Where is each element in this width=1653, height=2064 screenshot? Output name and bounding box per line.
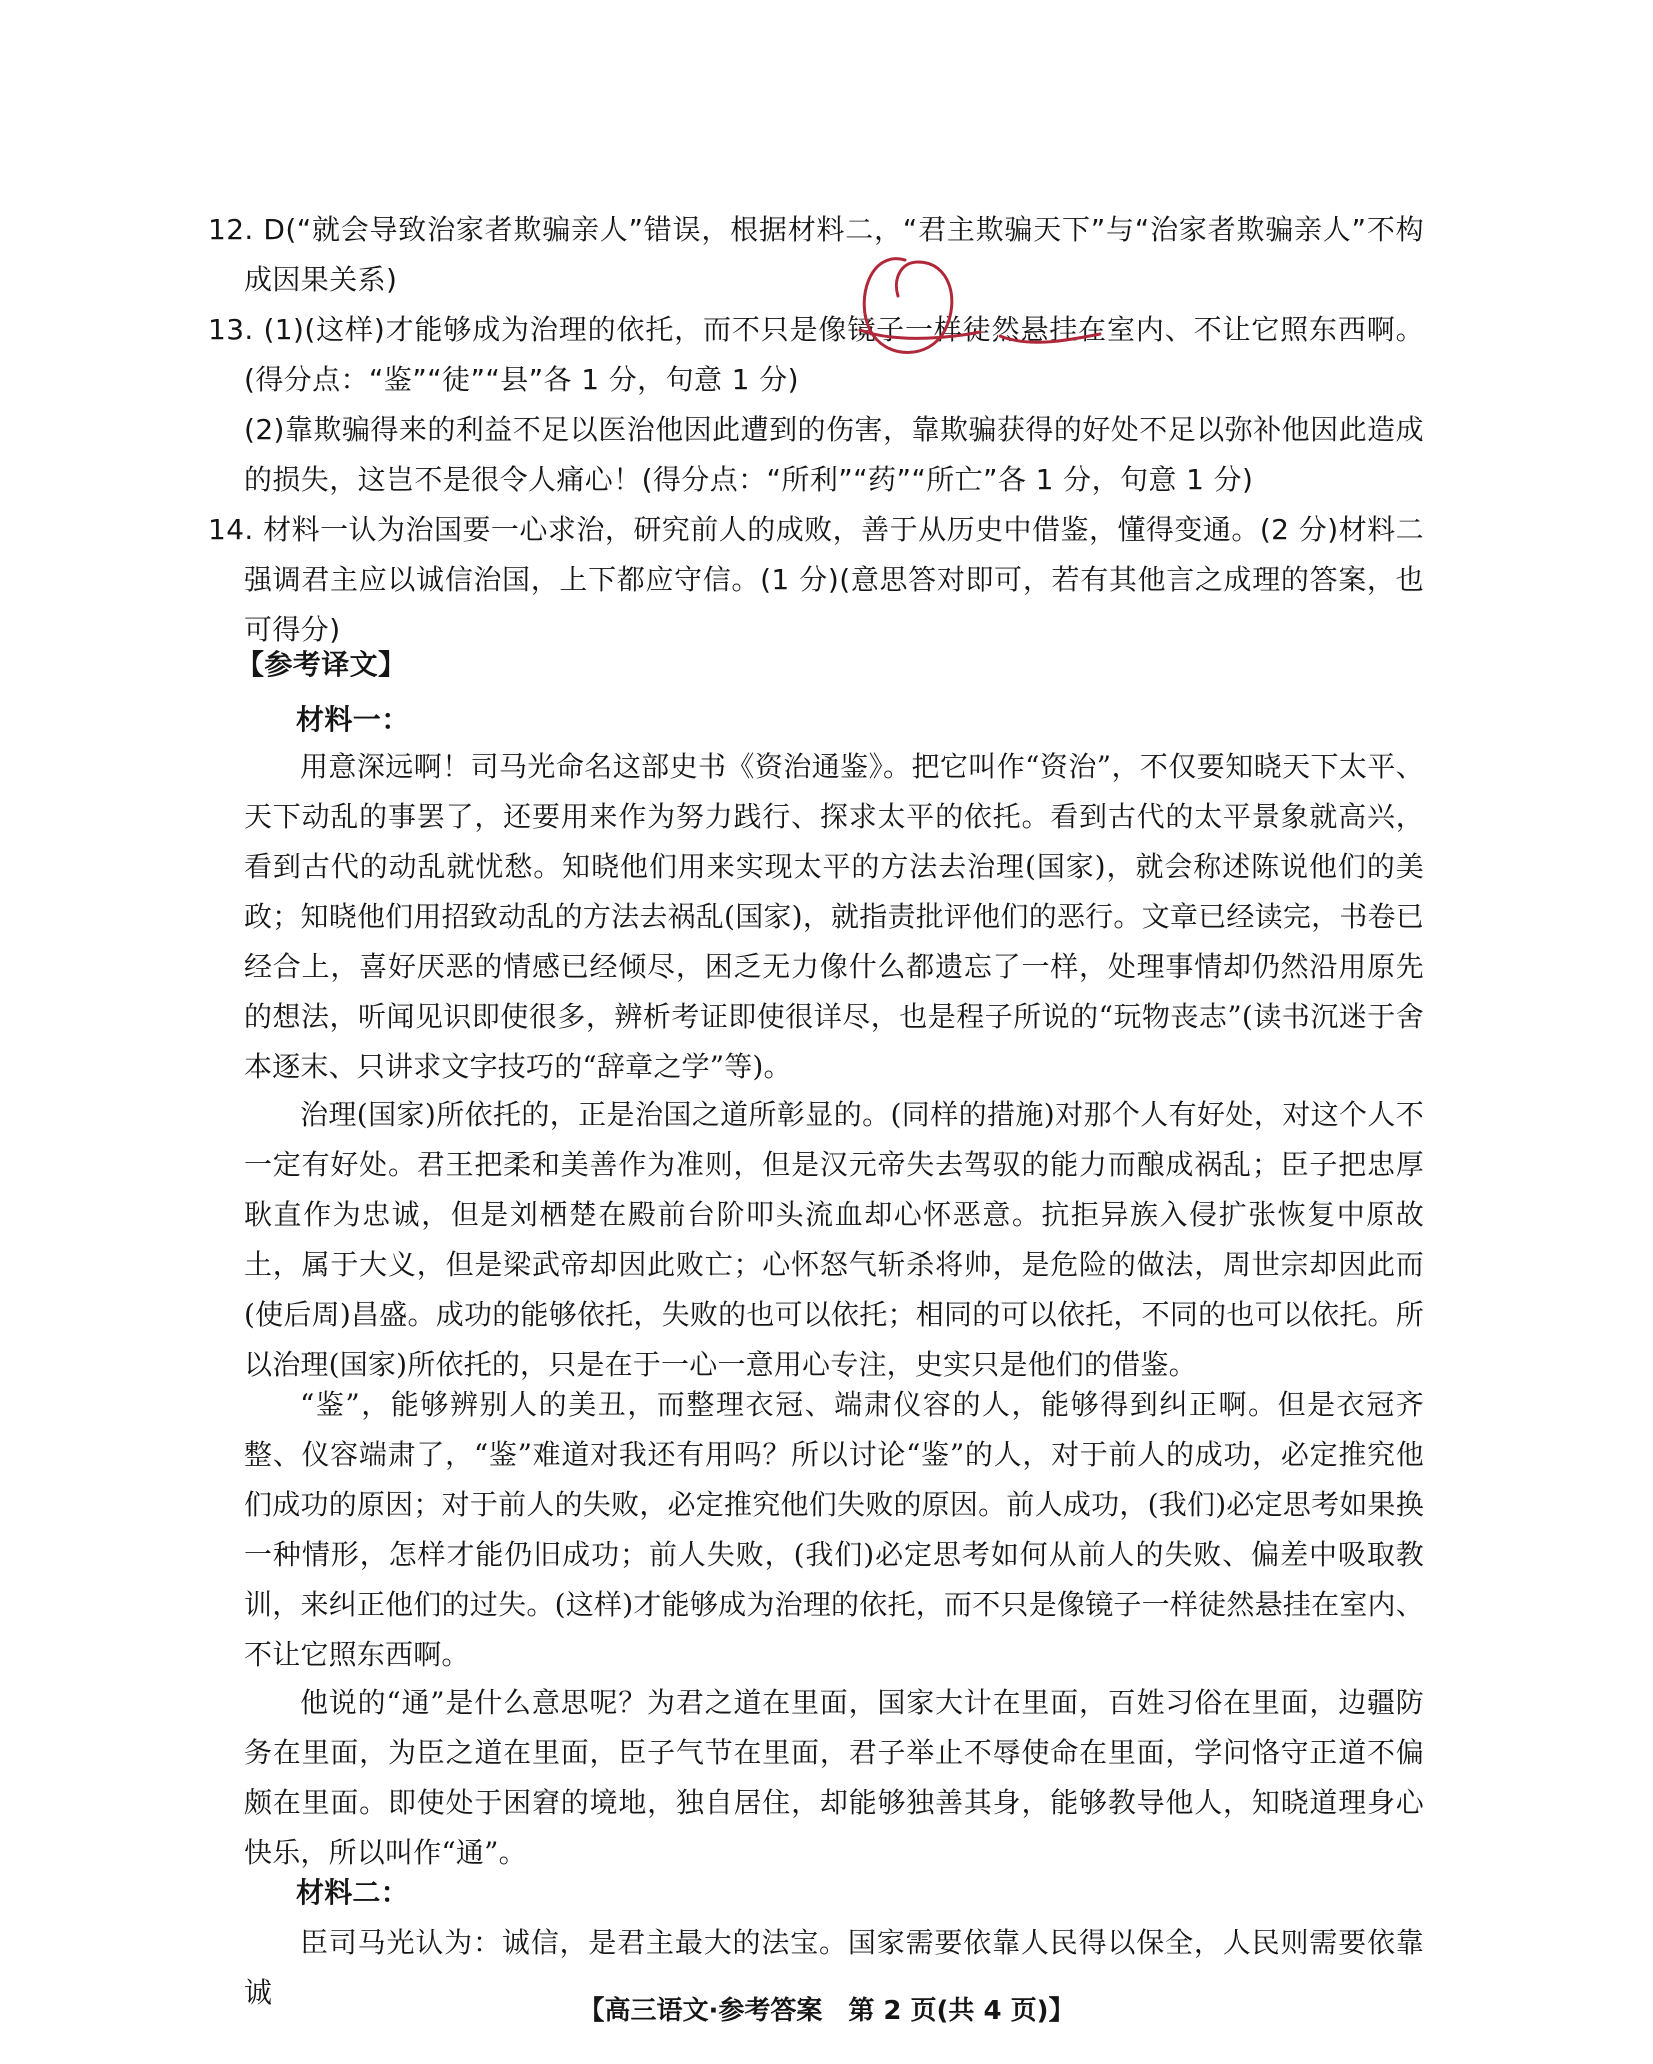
answer-12: 12. D(“就会导致治家者欺骗亲人”错误，根据材料二，“君主欺骗天下”与“治家者欺骗亲人”不构成因果关系)	[208, 213, 1424, 296]
material-1-paragraph-1: 用意深远啊！司马光命名这部史书《资治通鉴》。把它叫作“资治”，不仅要知晓天下太平、天下动乱的事罢了，还要用来作为努力践行、探求太平的依托。看到古代的太平景象就高兴，看到古代的动乱就忧愁。知晓他们用来实现太平的方法去治理(国家)，就会称述陈说他们的美政；知晓他们用招致动乱的方法去祸乱(国家)，就指责批评他们的恶行。文章已经读完，书卷已经合上，喜好厌恶的情感已经倾尽，困乏无力像什么都遗忘了一样，处理事情却仍然沿用原先的想法，听闻见识即使很多，辨析考证即使很详尽，也是程子所说的“玩物丧志”(读书沉迷于舍本逐末、只讲求文字技巧的“辞章之学”等)。	[244, 750, 1424, 1083]
answer-13-part2: (2)靠欺骗得来的利益不足以医治他因此遭到的伤害，靠欺骗获得的好处不足以弥补他因此造成的损失，这岂不是很令人痛心！(得分点：“所利”“药”“所亡”各 1 分，句意 1 分)	[244, 413, 1424, 496]
material-1-title: 材料一：	[296, 703, 410, 736]
material-2-title: 材料二：	[296, 1876, 409, 1909]
material-1-paragraph-4: 他说的“通”是什么意思呢？为君之道在里面，国家大计在里面，百姓习俗在里面，边疆防务在里面，为臣之道在里面，臣子气节在里面，君子举止不辱使命在里面，学问恪守正道不偏颇在里面。即使处于困窘的境地，独自居住，却能够独善其身，能够教导他人，知晓道理身心快乐，所以叫作“通”。	[244, 1686, 1424, 1869]
answer-14: 14. 材料一认为治国要一心求治，研究前人的成败，善于从历史中借鉴，懂得变通。(2 分)材料二强调君主应以诚信治国，上下都应守信。(1 分)(意思答对即可，若有其他言之成理的答案，也可得分)	[208, 513, 1424, 646]
answer-13-part1: 13. (1)(这样)才能够成为治理的依托，而不只是像镜子一样徒然悬挂在室内、不让它照东西啊。(得分点：“鉴”“徒”“县”各 1 分，句意 1 分)	[208, 313, 1424, 396]
material-2-paragraph-1: 臣司马光认为：诚信，是君主最大的法宝。国家需要依靠人民得以保全，人民则需要依靠诚	[244, 1926, 1424, 2009]
page-footer: 【高三语文·参考答案 第 2 页(共 4 页)】	[578, 1996, 1075, 2026]
material-1-paragraph-3: “鉴”，能够辨别人的美丑，而整理衣冠、端肃仪容的人，能够得到纠正啊。但是衣冠齐整、仪容端肃了，“鉴”难道对我还有用吗？所以讨论“鉴”的人，对于前人的成功，必定推究他们成功的原因；对于前人的失败，必定推究他们失败的原因。前人成功，(我们)必定思考如果换一种情形，怎样才能仍旧成功；前人失败，(我们)必定思考如何从前人的失败、偏差中吸取教训，来纠正他们的过失。(这样)才能够成为治理的依托，而不只是像镜子一样徒然悬挂在室内、不让它照东西啊。	[244, 1388, 1424, 1671]
translation-heading: 【参考译文】	[236, 648, 407, 681]
material-1-paragraph-2: 治理(国家)所依托的，正是治国之道所彰显的。(同样的措施)对那个人有好处，对这个人不一定有好处。君王把柔和美善作为准则，但是汉元帝失去驾驭的能力而酿成祸乱；臣子把忠厚耿直作为忠诚，但是刘栖楚在殿前台阶叩头流血却心怀恶意。抗拒异族入侵扩张恢复中原故土，属于大义，但是梁武帝却因此败亡；心怀怒气斩杀将帅，是危险的做法，周世宗却因此而(使后周)昌盛。成功的能够依托，失败的也可以依托；相同的可以依托，不同的也可以依托。所以治理(国家)所依托的，只是在于一心一意用心专注，史实只是他们的借鉴。	[244, 1098, 1424, 1381]
